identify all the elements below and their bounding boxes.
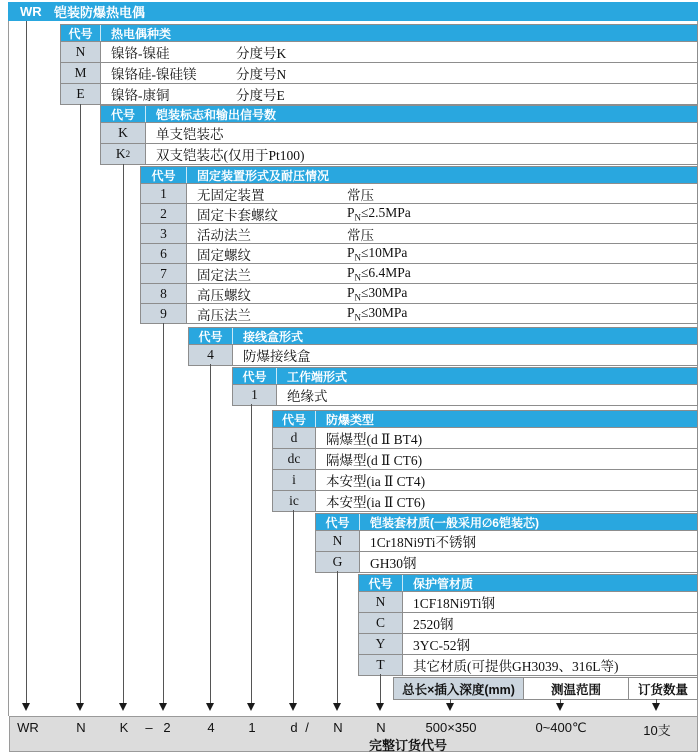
section-explosion-proof-type [272,410,698,512]
row-desc: 绝缘式 [287,389,328,404]
row-desc: 高压法兰 [197,307,251,323]
connector-line-sheath-mark [123,164,124,703]
title-bar [8,2,698,21]
code-header: 代号 [233,368,277,384]
order-value-length: 500×350 [425,720,477,735]
row-desc: 活动法兰 [197,227,251,243]
connector-line-tube-material [380,674,381,703]
section-sheath-material [315,513,698,573]
order-code-tube-material: N [376,720,386,735]
section-working-end [232,367,698,406]
row-code: E [61,84,101,104]
row-desc: 镍铬硅-镍硅镁 [111,67,197,82]
row-desc: 其它材质(可提供GH3039、316L等) [413,659,619,674]
row-code: 8 [141,284,187,303]
table-row [316,551,697,572]
section-title: 工作端形式 [287,369,348,384]
row-desc: 隔爆型(d Ⅱ CT6) [326,453,423,468]
down-arrow-icon [333,703,341,711]
order-code-type: N [76,720,86,735]
row-desc: 2520钢 [413,617,454,632]
row-code: 1 [233,385,277,405]
order-code-junction-box: 4 [207,720,215,735]
table-row [273,490,697,511]
row-desc: GH30钢 [370,556,417,571]
section-title: 保护管材质 [413,576,474,591]
row-pressure: $P_N\le 2.5MPa$ [347,204,411,223]
table-row [61,83,697,104]
row-desc: 1Cr18Ni9Ti不锈钢 [370,535,477,550]
down-arrow-icon [247,703,255,711]
row-desc: 隔爆型(d Ⅱ BT4) [326,432,423,447]
order-code-dash: – [145,720,153,735]
connector-line-sheath-material [337,571,338,703]
row-code: 9 [141,304,187,323]
row-code: M [61,63,101,83]
code-header: 代号 [359,575,403,591]
section-thermocouple-type [60,24,698,105]
table-row [359,654,697,675]
section-title: 固定装置形式及耐压情况 [197,168,330,183]
connector-line-wr [26,21,27,703]
row-desc: 单支铠装芯 [156,127,224,142]
table-row [233,384,697,405]
row-code: T [359,655,403,675]
row-desc: 本安型(ia Ⅱ CT4) [326,474,426,489]
code-header: 代号 [316,514,360,530]
table-row [189,344,697,365]
connector-line-explosion-type [293,510,294,703]
row-desc: 双支铠装芯(仅用于Pt100) [156,148,305,163]
row-desc: 固定卡套螺纹 [197,207,278,223]
table-row [141,303,697,323]
order-code-mounting: 2 [163,720,171,735]
table-row [101,122,697,143]
row-pressure: $P_N\le 10MPa$ [347,244,408,263]
table-row [359,633,697,654]
table-row [273,448,697,469]
row-code: 1 [141,184,187,203]
row-code: N [61,42,101,62]
row-suffix: 分度号N [236,67,287,82]
row-pressure: $P_N\le 6.4MPa$ [347,264,411,283]
table-row [141,203,697,223]
code-header: 代号 [61,25,101,41]
order-code-wr: WR [17,720,39,735]
spec-box-temp-range: 测温范围 [523,677,629,700]
table-row [61,41,697,62]
row-desc: 本安型(ia Ⅱ CT6) [326,495,426,510]
row-code: dc [273,449,316,469]
table-row [316,530,697,551]
section-title: 接线盒形式 [243,329,304,344]
table-row [101,143,697,164]
row-code: N [359,592,403,612]
section-title: 铠装套材质(一般采用∅6铠装芯) [370,515,539,530]
row-pressure: $P_N\le 30MPa$ [347,304,408,323]
down-arrow-icon [376,703,384,711]
code-header: 代号 [101,106,146,122]
section-title: 铠装标志和输出信号数 [156,107,277,122]
down-arrow-icon [652,703,660,711]
model-prefix: WR [20,4,42,19]
table-row [359,612,697,633]
order-code-working-end: 1 [248,720,256,735]
code-header: 代号 [141,167,187,183]
row-code: d [273,428,316,448]
row-suffix: 分度号E [236,88,285,103]
down-arrow-icon [22,703,30,711]
table-row [141,263,697,283]
table-row [141,283,697,303]
connector-line-working-end [251,404,252,703]
order-code-explosion-type: d [290,720,298,735]
order-value-quantity: 10支 [643,723,671,738]
left-frame-line [8,21,9,716]
section-protection-tube-material [358,574,698,676]
code-header: 代号 [273,411,316,427]
down-arrow-icon [556,703,564,711]
connector-line-type [80,104,81,703]
order-code-sheath-mark: K [119,720,129,735]
row-desc: 固定螺纹 [197,247,251,263]
row-desc: 镍铬-康铜 [111,88,170,103]
down-arrow-icon [76,703,84,711]
row-code: i [273,470,316,490]
order-bar-caption: 完整订货代号 [369,738,448,753]
order-value-temp-range: 0~400℃ [535,720,587,735]
down-arrow-icon [206,703,214,711]
down-arrow-icon [119,703,127,711]
order-code-slash: / [305,720,309,735]
row-desc: 防爆接线盒 [243,349,311,364]
row-pressure: $P_N\le 30MPa$ [347,284,408,303]
row-code: 2 [141,204,187,223]
row-code: 7 [141,264,187,283]
table-row [141,183,697,203]
code-header: 代号 [189,328,233,344]
row-pressure: 常压 [347,227,374,243]
table-row [273,427,697,448]
row-desc: 高压螺纹 [197,287,251,303]
down-arrow-icon [159,703,167,711]
section-sheath-mark [100,105,698,165]
row-code: ic [273,491,316,511]
row-code: K 2 [101,144,146,164]
section-junction-box [188,327,698,366]
row-code: N [316,531,360,551]
order-code-sheath-material: N [333,720,343,735]
row-desc: 镍铬-镍硅 [111,46,170,61]
table-row [141,223,697,243]
row-suffix: 分度号K [236,46,287,61]
row-code: 6 [141,244,187,263]
section-mounting-device [140,166,698,324]
row-pressure: 常压 [347,187,374,203]
section-title: 热电偶种类 [111,26,172,41]
row-code: 3 [141,224,187,243]
row-code: G [316,552,360,572]
row-code: K [101,123,146,143]
section-title: 防爆类型 [326,412,375,427]
row-code: C [359,613,403,633]
connector-line-mounting [163,323,164,703]
row-desc: 无固定装置 [197,187,265,203]
down-arrow-icon [446,703,454,711]
table-row [141,243,697,263]
down-arrow-icon [289,703,297,711]
table-row [61,62,697,83]
connector-line-junction-box [210,364,211,703]
row-desc: 3YC-52钢 [413,638,470,653]
table-row [273,469,697,490]
order-code-bar [9,716,698,752]
page-title: 铠装防爆热电偶 [54,5,146,20]
row-code: Y [359,634,403,654]
spec-box-quantity: 订货数量 [628,677,698,700]
row-desc: 固定法兰 [197,267,251,283]
table-row [359,591,697,612]
row-desc: 1CF18Ni9Ti钢 [413,596,496,611]
spec-box-length: 总长×插入深度(mm) [393,677,524,700]
row-code: 4 [189,345,233,365]
